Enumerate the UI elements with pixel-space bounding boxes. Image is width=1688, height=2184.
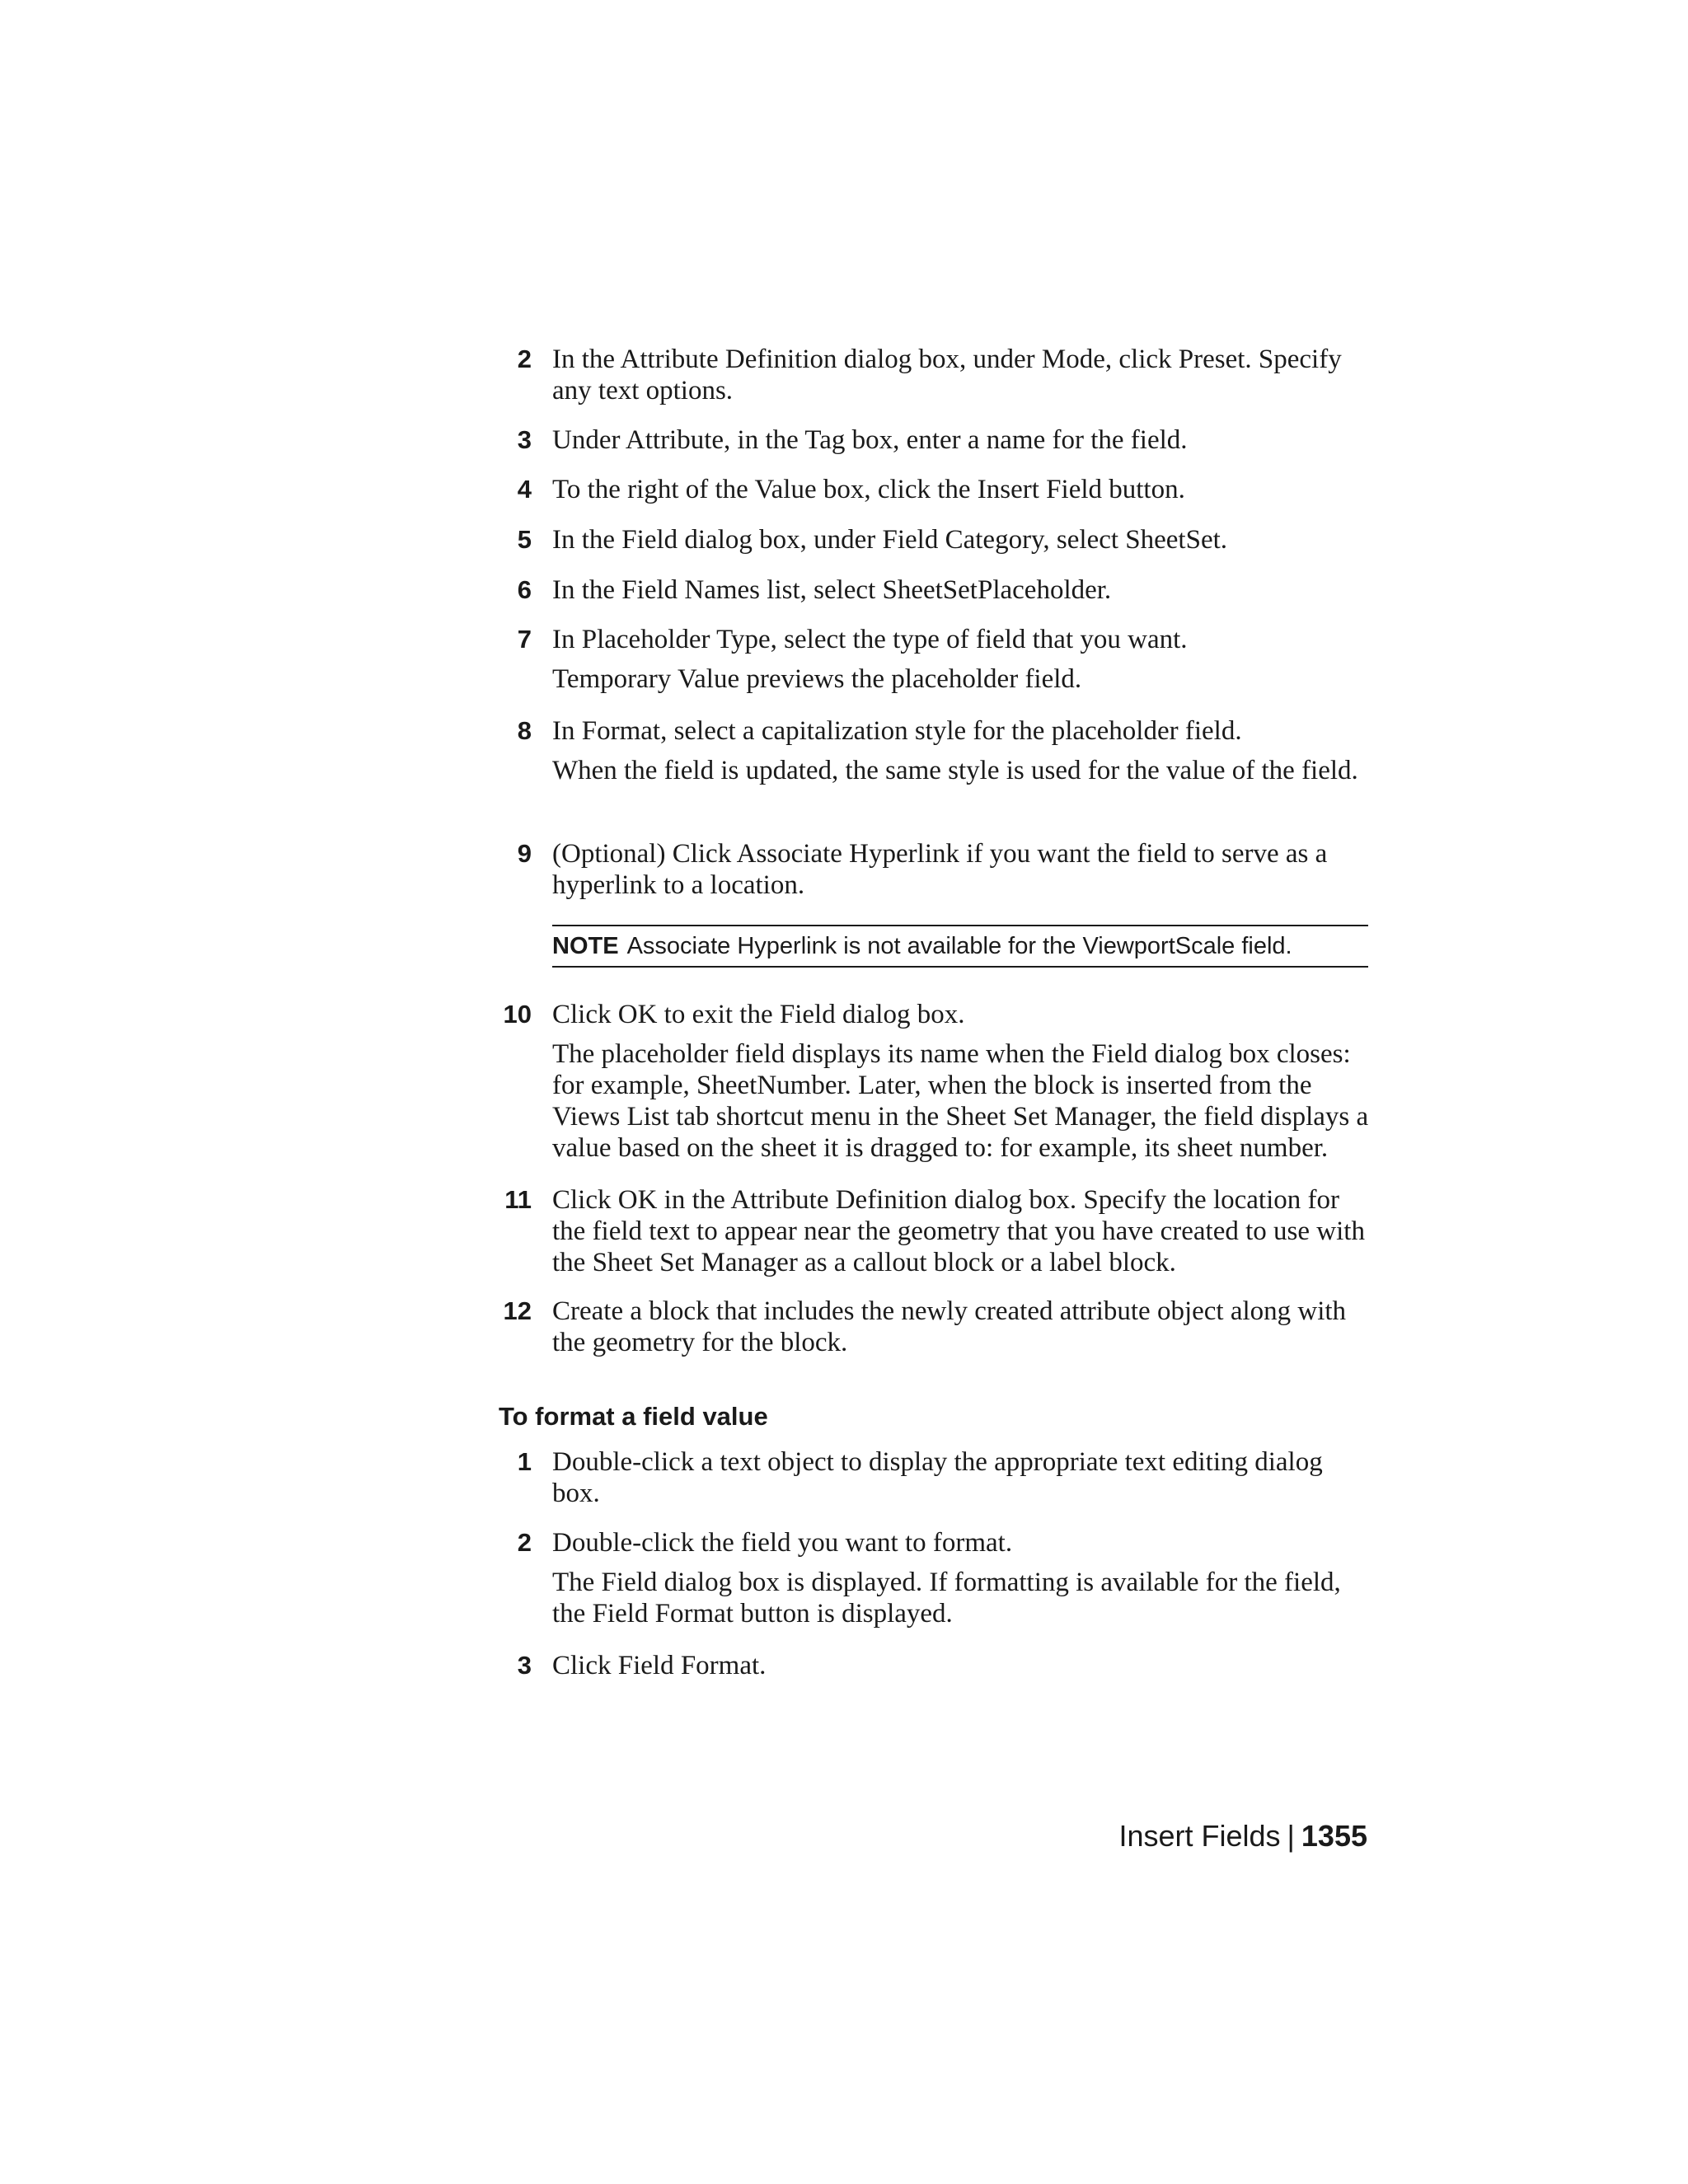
- step-item: [499, 524, 1372, 555]
- step-text: Click Field Format.: [552, 1651, 767, 1680]
- step-number: 2: [517, 344, 532, 373]
- note-text: Associate Hyperlink is not available for the ViewportScale field.: [626, 933, 1292, 959]
- step-text: In Format, select a capitalization style for the placeholder field.: [552, 716, 1242, 746]
- step-number: 2: [517, 1528, 532, 1557]
- step-text: Under Attribute, in the Tag box, enter a name for the field.: [552, 425, 1188, 455]
- step-text: In the Attribute Definition dialog box, under Mode, click Preset. Specify any text options.: [552, 344, 1342, 405]
- step-number: 4: [517, 475, 532, 504]
- step-text: Double-click the field you want to format.: [552, 1528, 1013, 1558]
- page-footer: [1118, 1818, 1367, 1854]
- step-item: [499, 999, 1372, 1164]
- step-text: Click OK to exit the Field dialog box.: [552, 1000, 965, 1029]
- step-item: [499, 1650, 1372, 1681]
- step-text: Click OK in the Attribute Definition dialog box. Specify the location for the field text to appear near the geometry that you have created to use with the Sheet Set Manager as a callout block or a label block.: [552, 1185, 1365, 1277]
- step-item: [499, 1527, 1372, 1629]
- step-text: In the Field dialog box, under Field Category, select SheetSet.: [552, 525, 1228, 555]
- step-number: 6: [517, 575, 532, 604]
- step-number: 3: [517, 1651, 532, 1680]
- step-number: 8: [517, 716, 532, 745]
- footer-separator: |: [1287, 1819, 1295, 1853]
- step-detail: Temporary Value previews the placeholder field.: [552, 664, 1082, 694]
- footer-section-title: Insert Fields: [1118, 1819, 1281, 1853]
- step-detail: The placeholder field displays its name when the Field dialog box closes: for example, SheetNumber. Later, when the block is inserted from the Views List tab shortcut menu in the Sheet Set Manager, the field displays a value based on the sheet it is dragged to: for example, its sheet number.: [552, 1039, 1369, 1163]
- step-detail: The Field dialog box is displayed. If formatting is available for the field, the Field Format button is displayed.: [552, 1568, 1341, 1629]
- note-box: [552, 925, 1368, 968]
- step-text: Double-click a text object to display the appropriate text editing dialog box.: [552, 1447, 1323, 1508]
- step-number: 11: [504, 1185, 532, 1214]
- step-number: 1: [517, 1447, 532, 1476]
- step-item: [499, 1446, 1372, 1509]
- step-number: 9: [517, 839, 532, 868]
- section-heading: To format a field value: [499, 1402, 768, 1431]
- step-item: [499, 474, 1372, 505]
- step-text: In Placeholder Type, select the type of field that you want.: [552, 625, 1188, 654]
- step-item: [499, 1184, 1372, 1278]
- step-number: 12: [503, 1296, 532, 1325]
- step-detail: When the field is updated, the same style is used for the value of the field.: [552, 756, 1358, 785]
- step-item: [499, 574, 1372, 606]
- step-item: [499, 344, 1372, 406]
- note-label: NOTE: [552, 933, 619, 959]
- step-text: To the right of the Value box, click the Insert Field button.: [552, 475, 1185, 504]
- step-text: In the Field Names list, select SheetSetPlaceholder.: [552, 575, 1112, 605]
- step-item: [499, 715, 1372, 786]
- step-item: [499, 838, 1372, 901]
- step-number: 7: [517, 625, 532, 654]
- step-number: 5: [517, 525, 532, 554]
- step-number: 3: [517, 425, 532, 454]
- step-number: 10: [503, 1000, 532, 1029]
- step-text: (Optional) Click Associate Hyperlink if you want the field to serve as a hyperlink to a location.: [552, 839, 1328, 900]
- page-number: 1355: [1301, 1819, 1367, 1853]
- step-item: [499, 1296, 1372, 1358]
- step-item: [499, 424, 1372, 456]
- step-text: Create a block that includes the newly created attribute object along with the geometry for the block.: [552, 1296, 1347, 1357]
- step-item: [499, 624, 1372, 695]
